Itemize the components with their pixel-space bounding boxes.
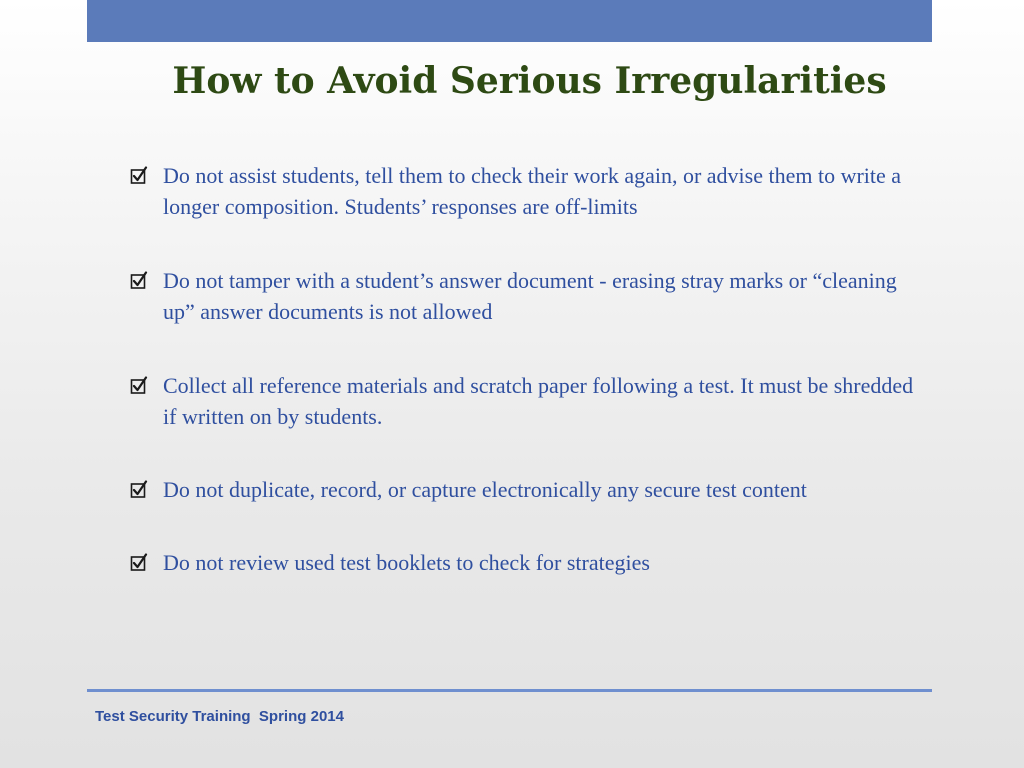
checkbox-checked-icon xyxy=(130,376,148,396)
checkbox-checked-icon xyxy=(130,271,148,291)
footer-divider xyxy=(87,689,932,692)
footer-label: Test Security Training Spring 2014 xyxy=(95,708,344,725)
checkbox-checked-icon xyxy=(130,166,148,186)
top-accent-bar xyxy=(87,0,932,42)
bullet-text: Do not review used test booklets to check for strategies xyxy=(163,550,650,575)
checkbox-checked-icon xyxy=(130,553,148,573)
checkbox-checked-icon xyxy=(130,480,148,500)
bullet-text: Do not tamper with a student’s answer document - erasing stray marks or “cleaning up” answer documents is not allowed xyxy=(163,268,897,324)
slide-title: How to Avoid Serious Irregularities xyxy=(172,60,887,102)
bullet-text: Collect all reference materials and scratch paper following a test. It must be shredded if written on by students. xyxy=(163,373,914,429)
bullet-text: Do not duplicate, record, or capture electronically any secure test content xyxy=(163,477,807,502)
bullet-text: Do not assist students, tell them to check their work again, or advise them to write a longer composition. Students’ responses are off-limits xyxy=(163,163,902,219)
